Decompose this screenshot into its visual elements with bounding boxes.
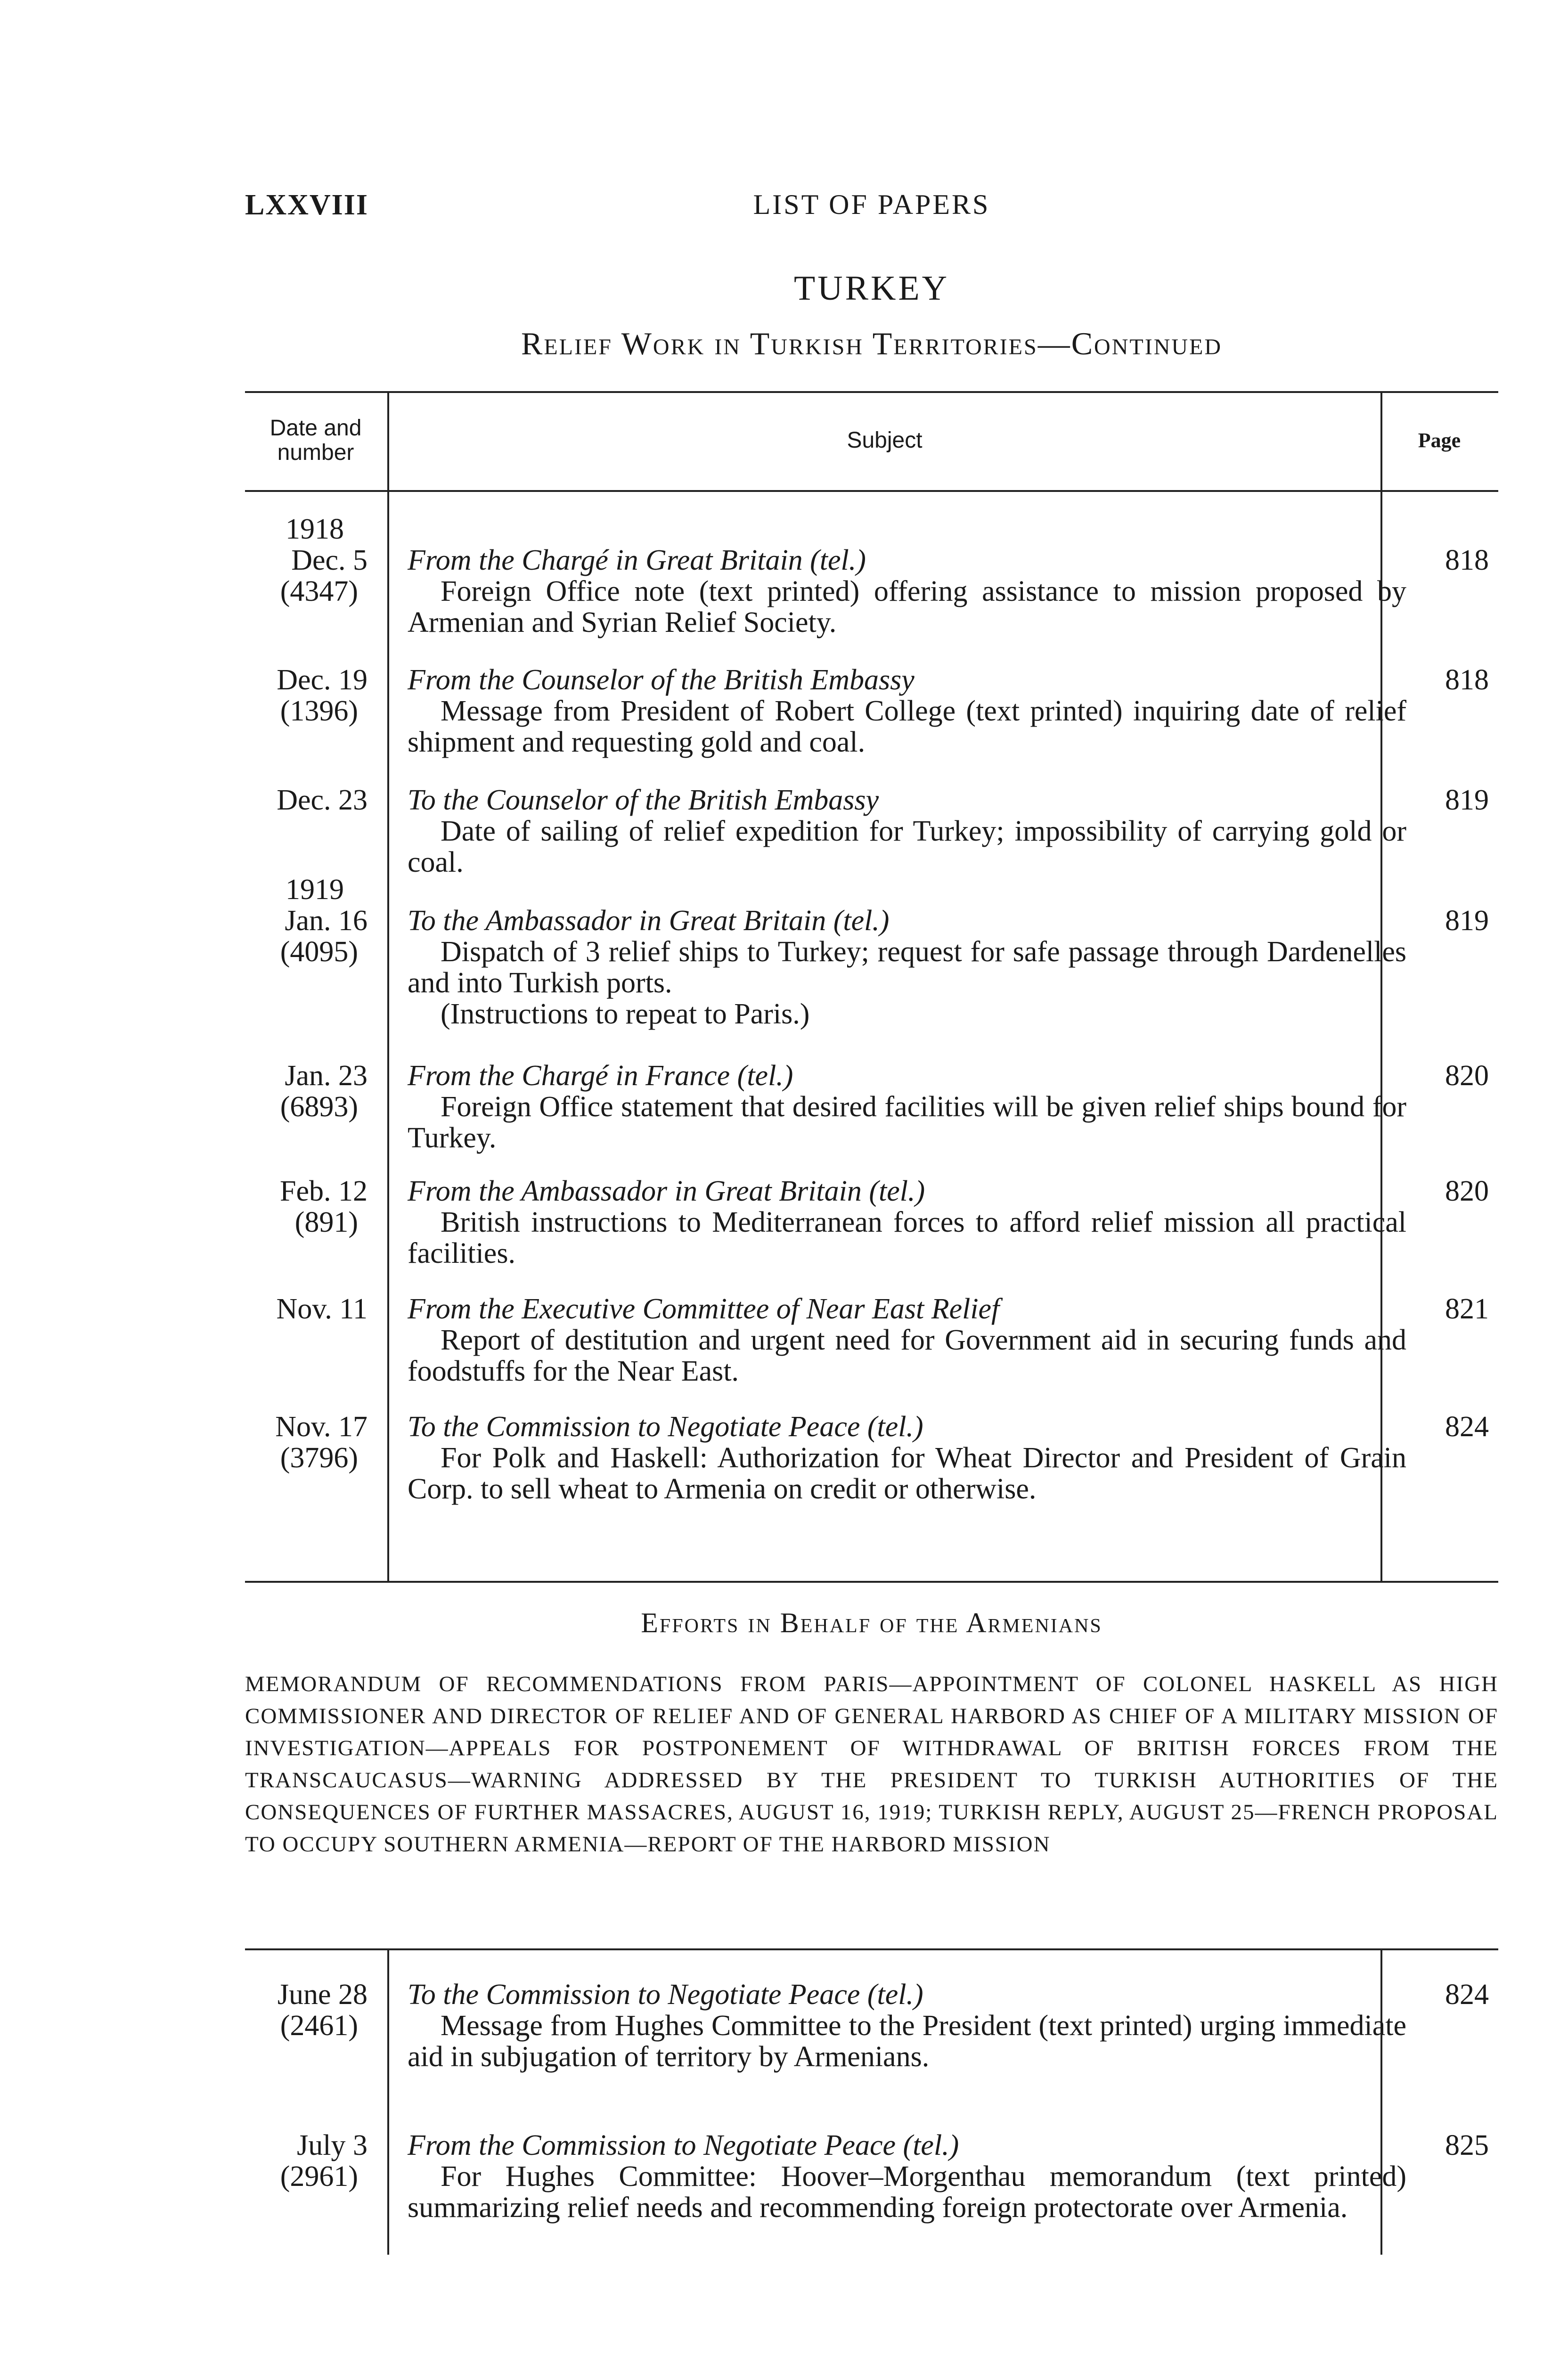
row-page: 824 (1445, 1979, 1489, 2011)
row-summary: Report of destitution and urgent need for Government aid in securing funds and foodstuffs for the Near East. (408, 1324, 1406, 1387)
row-subject (408, 1979, 1568, 2072)
row-subject (408, 1411, 1568, 1505)
row-page: 818 (1445, 664, 1489, 696)
row-year: 1918 (286, 513, 344, 545)
row-correspondent: To the Commission to Negotiate Peace (tel.) (408, 1411, 923, 1443)
running-head (245, 188, 1498, 231)
row-summary: Foreign Office statement that desired facilities will be given relief ships bound for Turkey. (408, 1091, 1406, 1154)
row-date-text: Dec. 5 (291, 544, 368, 576)
row-correspondent: To the Counselor of the British Embassy (408, 784, 879, 816)
row-page: 819 (1445, 905, 1489, 937)
row-summary: For Polk and Haskell: Authorization for Wheat Director and President of Grain Corp. to sell wheat to Armenia on credit or otherwise. (408, 1442, 1406, 1505)
row-number: (3796) (280, 1442, 358, 1474)
row-correspondent: From the Counselor of the British Embassy (408, 664, 915, 696)
papers-table-header (245, 386, 1498, 495)
row-date-text: Nov. 17 (275, 1411, 368, 1443)
row-date (245, 664, 368, 727)
row-correspondent: From the Executive Committee of Near East Relief (408, 1293, 1000, 1325)
running-title: LIST OF PAPERS (753, 189, 990, 220)
section-subheading-text: Relief Work in Turkish Territories—Continued (521, 326, 1222, 361)
row-date-text: Feb. 12 (280, 1175, 368, 1207)
row-page: 820 (1445, 1175, 1489, 1207)
row-date-text: Dec. 19 (277, 664, 368, 696)
table2-top-rule (245, 1948, 1498, 1950)
row-date-text: June 28 (277, 1979, 368, 2011)
row-date (245, 1293, 368, 1325)
row-summary: Date of sailing of relief expedition for Turkey; impossibility of carrying gold or coal. (408, 815, 1406, 878)
row-summary: Foreign Office note (text printed) offering assistance to mission proposed by Armenian and Syrian Relief Society. (408, 575, 1406, 638)
row-note: (Instructions to repeat to Paris.) (441, 998, 810, 1030)
row-number: (1396) (280, 695, 358, 727)
row-page: 818 (1445, 544, 1489, 576)
row-summary: Dispatch of 3 relief ships to Turkey; request for safe passage through Dardenelles and into Turkish ports. (408, 936, 1406, 999)
row-correspondent: From the Chargé in France (tel.) (408, 1060, 793, 1092)
header-subject: Subject (847, 428, 923, 453)
row-correspondent: From the Chargé in Great Britain (tel.) (408, 544, 866, 576)
row-date (245, 874, 368, 967)
memorandum-summary: MEMORANDUM OF RECOMMENDATIONS FROM PARIS—APPOINTMENT OF COLONEL HASKELL AS HIGH COMMISSIONER AND DIRECTOR OF RELIEF AND OF GENERAL HARBORD AS CHIEF OF A MILITARY MISSION OF INVESTIGATION—APPEALS FOR POSTPONEMENT OF WITHDRAWAL OF BRITISH FORCES FROM THE TRANSCAUCASUS—WARNING ADDRESSED BY THE PRESIDENT TO TURKISH AUTHORITIES OF THE CONSEQUENCES OF FURTHER MASSACRES, AUGUST 16, 1919; TURKISH REPLY, AUGUST 25—FRENCH PROPOSAL TO OCCUPY SOUTHERN ARMENIA—REPORT OF THE HARBORD MISSION (245, 1672, 1498, 1857)
row-number: (4347) (280, 575, 358, 607)
row-date (245, 1979, 368, 2041)
row-subject (408, 2130, 1568, 2223)
row-page: 819 (1445, 784, 1489, 816)
table2-date-column-divider (387, 1948, 389, 2255)
row-number: (4095) (280, 936, 358, 968)
row-date (245, 785, 368, 816)
row-date-text: Jan. 23 (285, 1060, 368, 1092)
row-date (245, 1060, 368, 1122)
country-heading: TURKEY (793, 269, 950, 308)
row-number: (891) (294, 1206, 358, 1238)
row-page: 820 (1445, 1060, 1489, 1092)
row-date-text: Jan. 16 (285, 905, 368, 937)
row-number: (2961) (280, 2160, 358, 2192)
row-subject (408, 1293, 1568, 1387)
row-year: 1919 (286, 874, 344, 906)
row-correspondent: From the Commission to Negotiate Peace (tel.) (408, 2129, 959, 2161)
date-column-divider (387, 391, 389, 1581)
row-number: (6893) (280, 1091, 358, 1123)
row-summary: Message from President of Robert College (text printed) inquiring date of relief shipment and requesting gold and coal. (408, 695, 1406, 758)
row-date-text: July 3 (297, 2129, 368, 2161)
row-page: 825 (1445, 2129, 1489, 2161)
row-summary: British instructions to Mediterranean forces to afford relief mission all practical facilities. (408, 1206, 1406, 1269)
row-subject (408, 1176, 1568, 1269)
table-bottom-rule (245, 1581, 1498, 1583)
row-subject (408, 545, 1568, 638)
efforts-heading (245, 1607, 1498, 1639)
row-date (245, 1411, 368, 1473)
row-number: (2461) (280, 2010, 358, 2042)
row-correspondent: To the Commission to Negotiate Peace (tel.) (408, 1979, 923, 2011)
header-date-number: Date and number (270, 416, 362, 465)
row-subject (408, 785, 1568, 878)
row-correspondent: To the Ambassador in Great Britain (tel.) (408, 905, 890, 937)
header-page: Page (1418, 429, 1461, 452)
row-page: 824 (1445, 1411, 1489, 1443)
row-subject (408, 1060, 1568, 1153)
row-date (245, 1176, 368, 1238)
row-date-text: Dec. 23 (277, 784, 368, 816)
row-date (245, 514, 368, 607)
section-subheading (245, 325, 1498, 362)
row-date-text: Nov. 11 (276, 1293, 368, 1325)
efforts-heading-text: Efforts in Behalf of the Armenians (641, 1607, 1102, 1638)
row-subject (408, 905, 1568, 1030)
row-correspondent: From the Ambassador in Great Britain (tel.) (408, 1175, 925, 1207)
row-date (245, 2130, 368, 2192)
row-subject (408, 664, 1568, 758)
row-summary: For Hughes Committee: Hoover–Morgenthau memorandum (text printed) summarizing relief needs and recommending foreign protectorate over Armenia. (408, 2160, 1406, 2224)
page-folio: LXXVIII (245, 189, 369, 221)
row-summary: Message from Hughes Committee to the President (text printed) urging immediate aid in subjugation of territory by Armenians. (408, 2010, 1406, 2073)
row-page: 821 (1445, 1293, 1489, 1325)
